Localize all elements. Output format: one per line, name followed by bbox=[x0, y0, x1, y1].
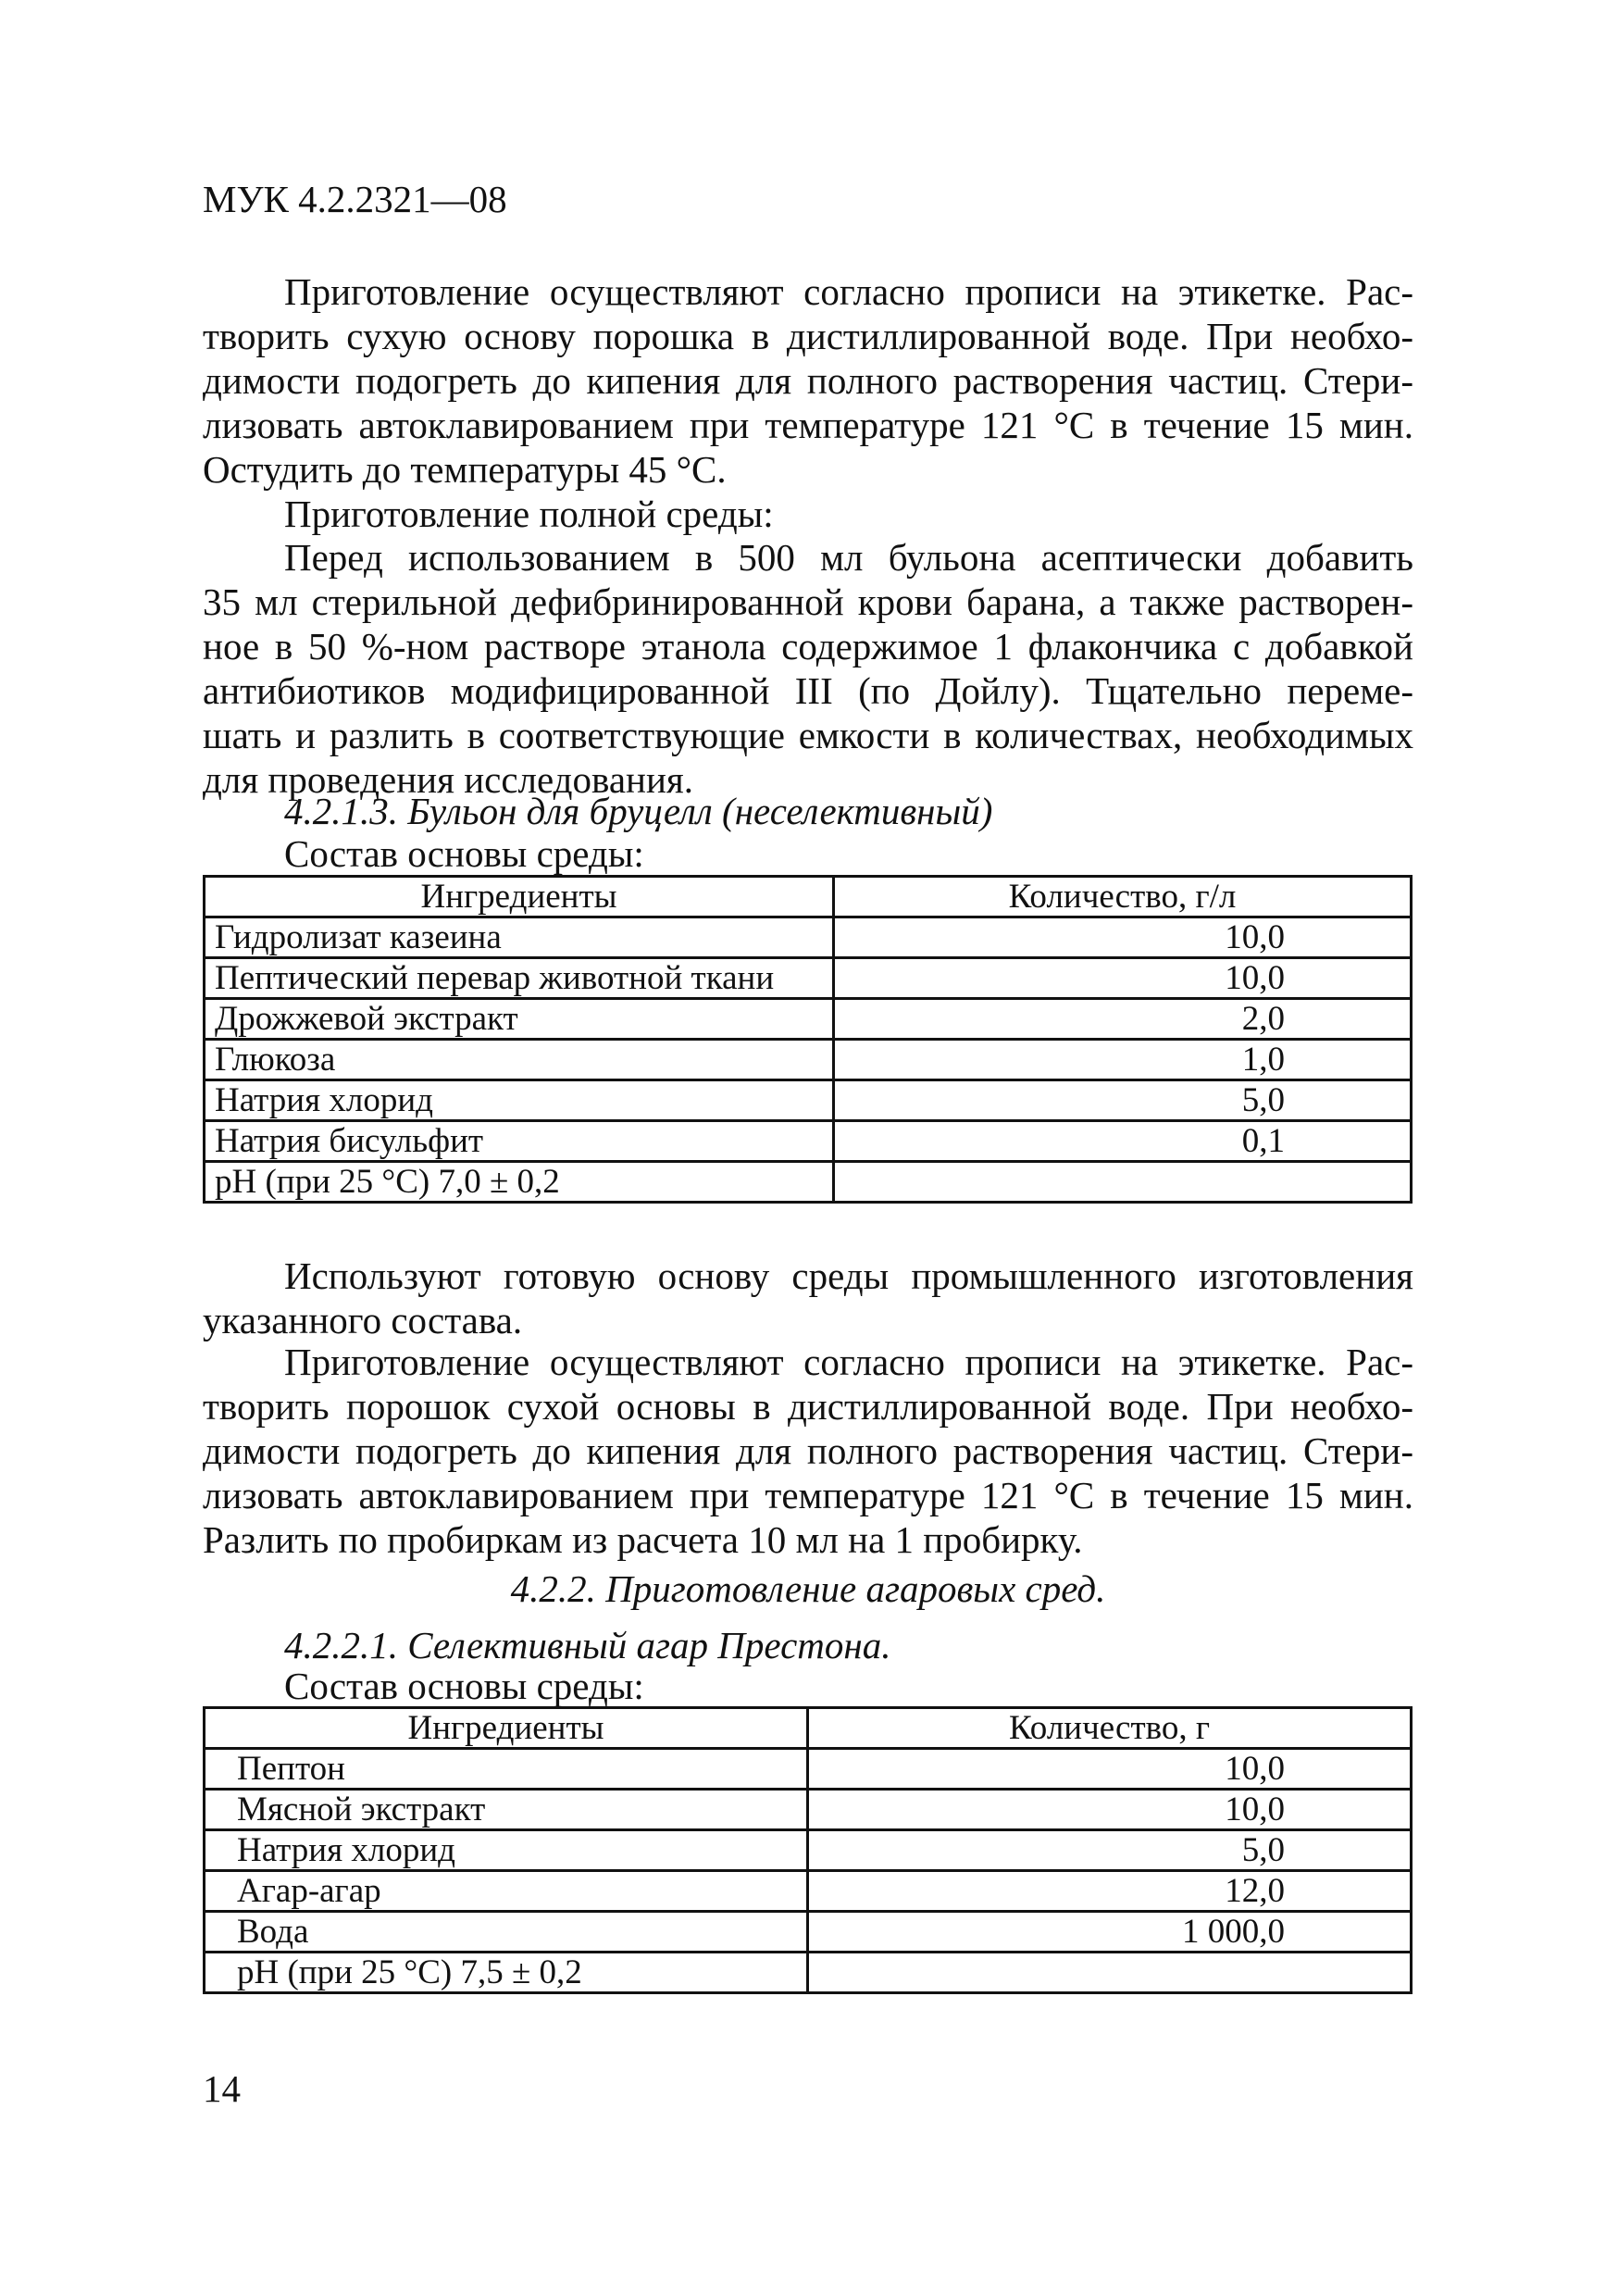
text-line: творить сухую основу порошка в дистиллированной воде. При необхо- bbox=[203, 315, 1413, 357]
text-line: антибиотиков модифицированной III (по Дойлу). Тщательно переме- bbox=[203, 669, 1413, 712]
page-number: 14 bbox=[203, 2067, 241, 2110]
ingredients-table-2 bbox=[203, 1706, 1413, 1994]
composition-label: Состав основы среды: bbox=[284, 832, 644, 875]
text-line: Приготовление осуществляют согласно прописи на этикетке. Рас- bbox=[284, 1341, 1413, 1383]
quantity-cell bbox=[834, 1162, 1412, 1203]
quantity-cell: 1,0 bbox=[834, 1040, 1412, 1080]
full-medium-label: Приготовление полной среды: bbox=[284, 493, 774, 535]
table-row bbox=[205, 1040, 1412, 1080]
quantity-cell: 0,1 bbox=[834, 1121, 1412, 1162]
table-row bbox=[205, 1749, 1412, 1790]
ingredient-cell: Натрия бисульфит bbox=[205, 1121, 834, 1162]
quantity-cell: 12,0 bbox=[808, 1871, 1412, 1912]
ingredient-cell: Натрия хлорид bbox=[205, 1080, 834, 1121]
header-quantity: Количество, г/л bbox=[834, 877, 1412, 917]
text-line: 35 мл стерильной дефибринированной крови барана, а также растворен- bbox=[203, 580, 1413, 623]
table-row bbox=[205, 1871, 1412, 1912]
paragraph-3 bbox=[203, 1254, 1413, 1342]
text-line: шать и разлить в соответствующие емкости в количествах, необходимых bbox=[203, 714, 1413, 756]
quantity-cell: 10,0 bbox=[808, 1790, 1412, 1830]
header-ingredients: Ингредиенты bbox=[205, 877, 834, 917]
text-line: Остудить до температуры 45 °С. bbox=[203, 448, 727, 491]
table-row bbox=[205, 1121, 1412, 1162]
table-row bbox=[205, 1830, 1412, 1871]
quantity-cell: 5,0 bbox=[834, 1080, 1412, 1121]
text-line: творить порошок сухой основы в дистиллированной воде. При необхо- bbox=[203, 1385, 1413, 1428]
text-line: ное в 50 %-ном растворе этанола содержимое 1 флакончика с добавкой bbox=[203, 625, 1413, 668]
header-quantity: Количество, г bbox=[808, 1708, 1412, 1749]
table-row bbox=[205, 1080, 1412, 1121]
quantity-cell: 2,0 bbox=[834, 999, 1412, 1040]
text-line: для проведения исследования. bbox=[203, 758, 694, 801]
ingredient-cell: pH (при 25 °С) 7,0 ± 0,2 bbox=[205, 1162, 834, 1203]
document-header: МУК 4.2.2321—08 bbox=[203, 178, 507, 220]
ingredient-cell: Агар-агар bbox=[205, 1871, 808, 1912]
table-header-row bbox=[205, 877, 1412, 917]
composition-label-2: Состав основы среды: bbox=[284, 1665, 644, 1707]
table-row bbox=[205, 1953, 1412, 1993]
paragraph-2 bbox=[203, 535, 1413, 802]
ingredient-cell: Натрия хлорид bbox=[205, 1830, 808, 1871]
table-row bbox=[205, 917, 1412, 958]
ingredient-cell: Мясной экстракт bbox=[205, 1790, 808, 1830]
paragraph-1 bbox=[203, 269, 1413, 492]
text-line: Приготовление осуществляют согласно прописи на этикетке. Рас- bbox=[284, 270, 1413, 313]
quantity-cell: 1 000,0 bbox=[808, 1912, 1412, 1953]
text-line: димости подогреть до кипения для полного растворения частиц. Стери- bbox=[203, 359, 1413, 402]
ingredient-cell: Дрожжевой экстракт bbox=[205, 999, 834, 1040]
quantity-cell bbox=[808, 1953, 1412, 1993]
text-line: указанного состава. bbox=[203, 1299, 523, 1341]
quantity-cell: 10,0 bbox=[834, 958, 1412, 999]
table-row bbox=[205, 999, 1412, 1040]
ingredient-cell: Пептон bbox=[205, 1749, 808, 1790]
section-heading-4221: 4.2.2.1. Селективный агар Престона. bbox=[284, 1624, 891, 1666]
quantity-cell: 10,0 bbox=[834, 917, 1412, 958]
header-ingredients: Ингредиенты bbox=[205, 1708, 808, 1749]
text-line: Используют готовую основу среды промышленного изготовления bbox=[284, 1254, 1413, 1297]
section-heading-4213: 4.2.1.3. Бульон для бруцелл (неселективный) bbox=[284, 790, 993, 832]
quantity-cell: 10,0 bbox=[808, 1749, 1412, 1790]
ingredient-cell: Пептический перевар животной ткани bbox=[205, 958, 834, 999]
text-line: Перед использованием в 500 мл бульона асептически добавить bbox=[284, 536, 1413, 579]
ingredient-cell: Глюкоза bbox=[205, 1040, 834, 1080]
table-row bbox=[205, 1790, 1412, 1830]
ingredients-table-1 bbox=[203, 875, 1413, 1204]
section-heading-422: 4.2.2. Приготовление агаровых сред. bbox=[510, 1567, 1106, 1610]
ingredient-cell: pH (при 25 °С) 7,5 ± 0,2 bbox=[205, 1953, 808, 1993]
table-row bbox=[205, 958, 1412, 999]
text-line: Разлить по пробиркам из расчета 10 мл на 1 пробирку. bbox=[203, 1518, 1083, 1561]
text-line: лизовать автоклавированием при температуре 121 °С в течение 15 мин. bbox=[203, 1474, 1413, 1516]
ingredient-cell: Гидролизат казеина bbox=[205, 917, 834, 958]
paragraph-4 bbox=[203, 1340, 1413, 1562]
text-line: димости подогреть до кипения для полного растворения частиц. Стери- bbox=[203, 1429, 1413, 1472]
table-row bbox=[205, 1162, 1412, 1203]
text-line: лизовать автоклавированием при температуре 121 °С в течение 15 мин. bbox=[203, 404, 1413, 446]
ingredient-cell: Вода bbox=[205, 1912, 808, 1953]
table-row bbox=[205, 1912, 1412, 1953]
quantity-cell: 5,0 bbox=[808, 1830, 1412, 1871]
table-header-row bbox=[205, 1708, 1412, 1749]
